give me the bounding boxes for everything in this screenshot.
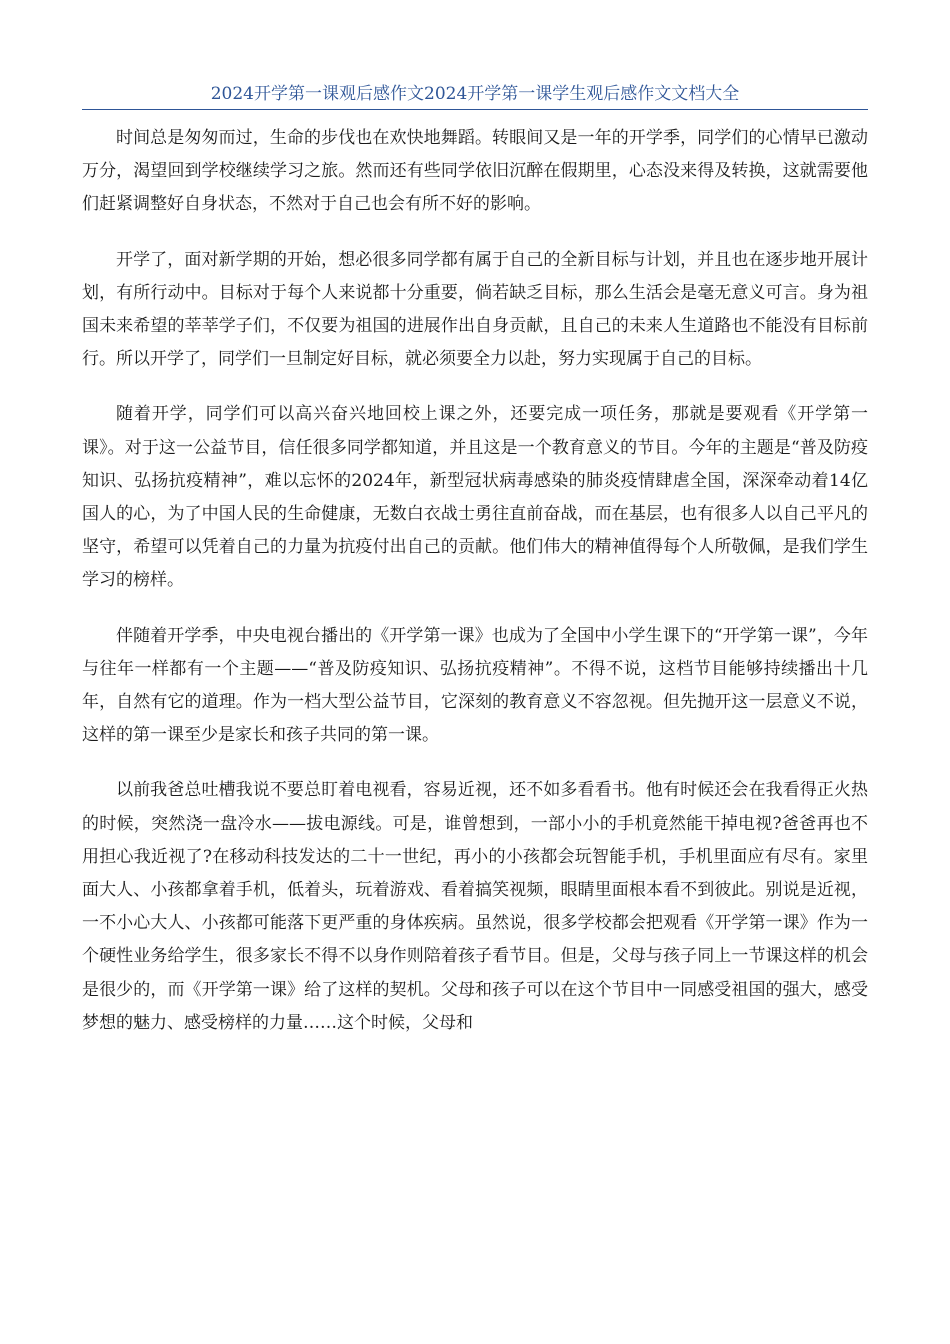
document-body	[82, 122, 868, 1062]
paragraph-4: 伴随着开学季，中央电视台播出的《开学第一课》也成为了全国中小学生课下的“开学第一课”，今年与往年一样都有一个主题——“普及防疫知识、弘扬抗疫精神”。不得不说，这档节目能够持续播出十几年，自然有它的道理。作为一档大型公益节目，它深刻的教育意义不容忽视。但先抛开这一层意义不说，这样的第一课至少是家长和孩子共同的第一课。	[82, 625, 868, 746]
document-header	[82, 80, 868, 110]
document-title: 2024开学第一课观后感作文2024开学第一课学生观后感作文文档大全	[210, 84, 740, 104]
paragraph-3: 随着开学，同学们可以高兴奋兴地回校上课之外，还要完成一项任务，那就是要观看《开学第一课》。对于这一公益节目，信任很多同学都知道，并且这是一个教育意义的节目。今年的主题是“普及防疫知识、弘扬抗疫精神”，难以忘怀的2024年，新型冠状病毒感染的肺炎疫情肆虐全国，深深牵动着14亿国人的心，为了中国人民的生命健康，无数白衣战士勇往直前奋战，而在基层，也有很多人以自己平凡的坚守，希望可以凭着自己的力量为抗疫付出自己的贡献。他们伟大的精神值得每个人所敬佩，是我们学生学习的榜样。	[82, 404, 868, 591]
paragraph-5: 以前我爸总吐槽我说不要总盯着电视看，容易近视，还不如多看看书。他有时候还会在我看得正火热的时候，突然浇一盘冷水——拔电源线。可是，谁曾想到，一部小小的手机竟然能干掉电视?爸爸再也不用担心我近视了?在移动科技发达的二十一世纪，再小的小孩都会玩智能手机，手机里面应有尽有。家里面大人、小孩都拿着手机，低着头，玩着游戏、看着搞笑视频，眼睛里面根本看不到彼此。别说是近视，一不小心大人、小孩都可能落下更严重的身体疾病。虽然说，很多学校都会把观看《开学第一课》作为一个硬性业务给学生，很多家长不得不以身作则陪着孩子看节目。但是，父母与孩子同上一节课这样的机会是很少的，而《开学第一课》给了这样的契机。父母和孩子可以在这个节目中一同感受祖国的强大，感受梦想的魅力、感受榜样的力量……这个时候，父母和	[82, 780, 868, 1033]
paragraph-1: 时间总是匆匆而过，生命的步伐也在欢快地舞蹈。转眼间又是一年的开学季，同学们的心情早已激动万分，渴望回到学校继续学习之旅。然而还有些同学依旧沉醉在假期里，心态没来得及转换，这就需要他们赶紧调整好自身状态，不然对于自己也会有所不好的影响。	[82, 128, 868, 215]
paragraph-2: 开学了，面对新学期的开始，想必很多同学都有属于自己的全新目标与计划，并且也在逐步地开展计划，有所行动中。目标对于每个人来说都十分重要，倘若缺乏目标，那么生活会是毫无意义可言。身为祖国未来希望的莘莘学子们，不仅要为祖国的进展作出自身贡献，且自己的未来人生道路也不能没有目标前行。所以开学了，同学们一旦制定好目标，就必须要全力以赴，努力实现属于自己的目标。	[82, 249, 868, 370]
